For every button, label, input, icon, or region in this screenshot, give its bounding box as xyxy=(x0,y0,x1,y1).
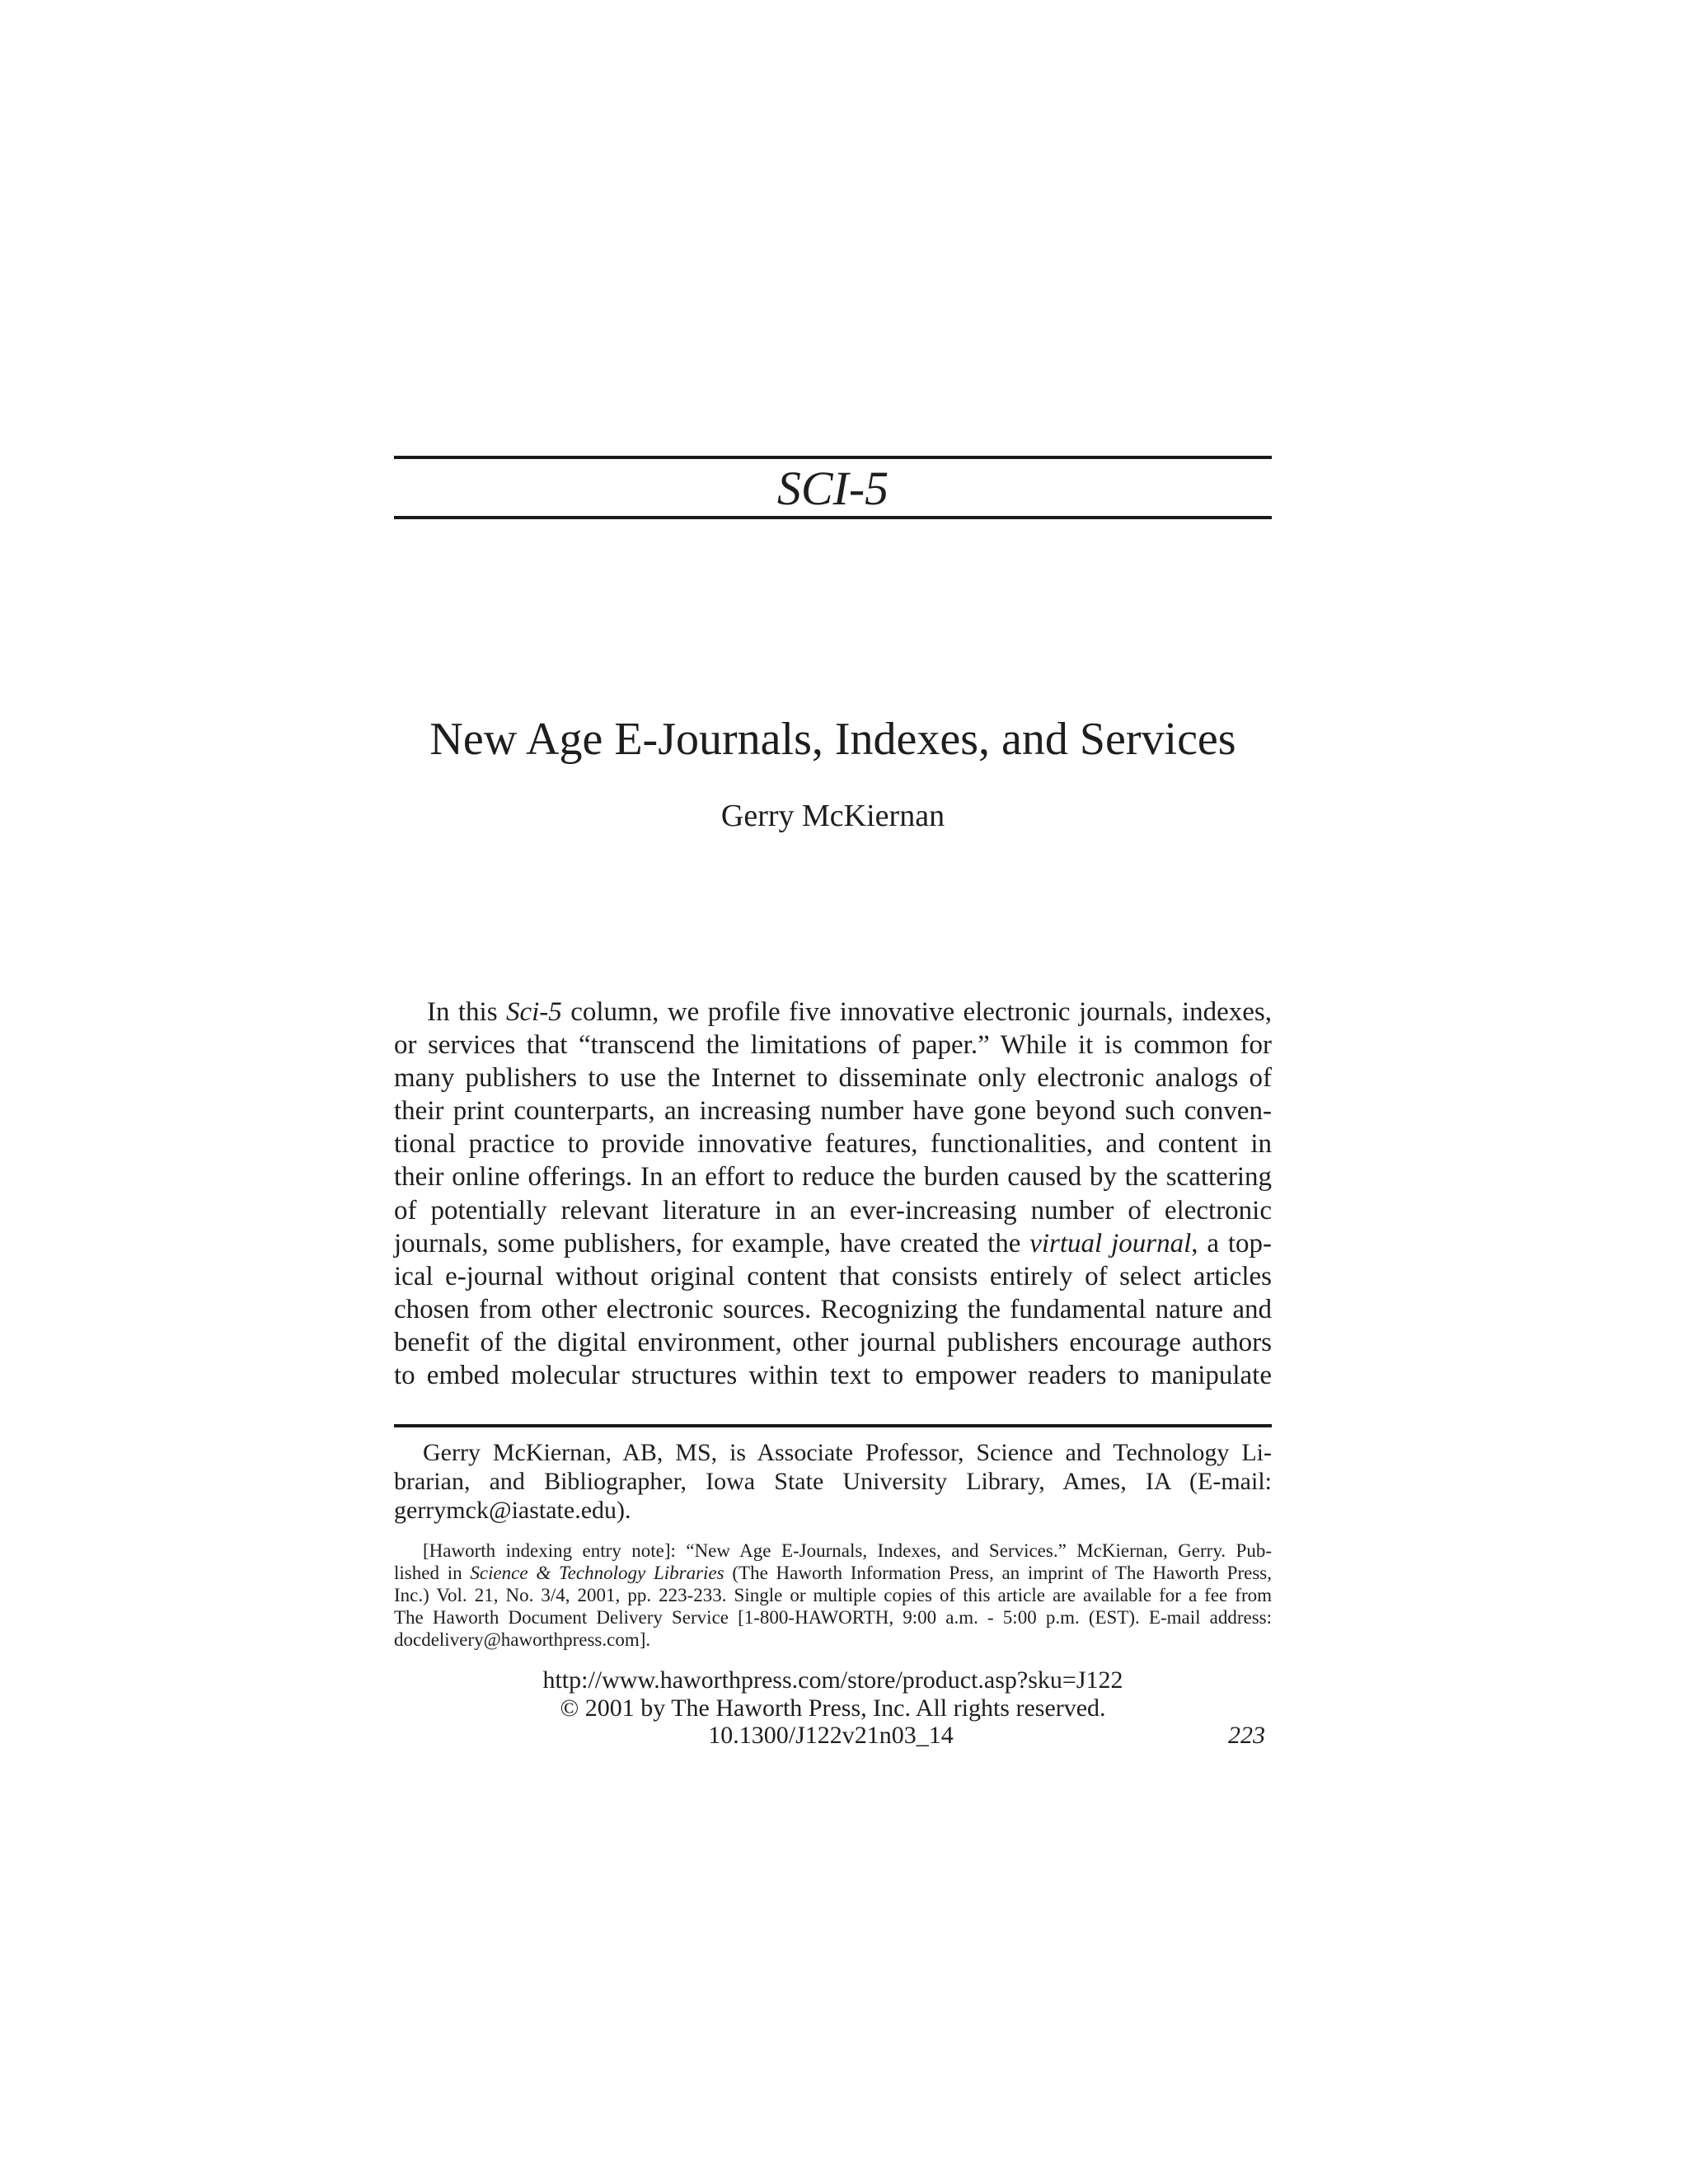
author-affiliation-note xyxy=(394,1438,1272,1525)
body-line: their print counterparts, an increasing number have gone beyond such conven- xyxy=(394,1096,1272,1127)
body-line: benefit of the digital environment, other journal publishers encourage authors xyxy=(394,1327,1272,1357)
body-line: journals, some publishers, for example, have created the virtual journal, a top- xyxy=(394,1228,1272,1258)
indexing-line: docdelivery@haworthpress.com]. xyxy=(394,1629,651,1650)
copyright-notice: © 2001 by The Haworth Press, Inc. All rights reserved. xyxy=(560,1694,1106,1722)
indexing-line: Inc.) Vol. 21, No. 3/4, 2001, pp. 223-233. Single or multiple copies of this article are available for a fee from xyxy=(394,1585,1272,1605)
body-line: tional practice to provide innovative features, functionalities, and content in xyxy=(394,1129,1272,1160)
indexing-entry-note xyxy=(394,1540,1272,1651)
affiliation-line: gerrymck@iastate.edu). xyxy=(394,1497,631,1524)
body-line: many publishers to use the Internet to disseminate only electronic analogs of xyxy=(394,1063,1272,1094)
column-header-bottom-rule xyxy=(394,516,1272,519)
body-line: ical e-journal without original content that consists entirely of select articles xyxy=(394,1261,1272,1291)
body-text xyxy=(394,996,1272,1392)
body-line: their online offerings. In an effort to reduce the burden caused by the scattering xyxy=(394,1162,1272,1193)
body-line: chosen from other electronic sources. Recognizing the fundamental nature and xyxy=(394,1294,1272,1324)
column-header-top-rule xyxy=(394,456,1272,459)
body-line: or services that “transcend the limitations of paper.” While it is common for xyxy=(394,1030,1272,1061)
indexing-line: The Haworth Document Delivery Service [1-800-HAWORTH, 9:00 a.m. - 5:00 p.m. (EST). E-mail address: xyxy=(394,1607,1272,1628)
affiliation-line: brarian, and Bibliographer, Iowa State University Library, Ames, IA (E-mail: xyxy=(394,1468,1272,1495)
page-number: 223 xyxy=(1228,1722,1265,1749)
indexing-line: [Haworth indexing entry note]: “New Age E-Journals, Indexes, and Services.” McKiernan, Gerry. Pub- xyxy=(423,1540,1272,1561)
body-line: to embed molecular structures within text to empower readers to manipulate xyxy=(394,1361,1272,1391)
doi: 10.1300/J122v21n03_14 xyxy=(708,1722,954,1749)
product-url: http://www.haworthpress.com/store/product.asp?sku=J122 xyxy=(542,1666,1123,1694)
body-line: of potentially relevant literature in an ever-increasing number of electronic xyxy=(394,1195,1272,1226)
indexing-line: lished in Science & Technology Libraries (The Haworth Information Press, an imprint of The Haworth Press, xyxy=(394,1563,1272,1583)
body-line: In this Sci-5 column, we profile five innovative electronic journals, indexes, xyxy=(427,997,1273,1027)
affiliation-line: Gerry McKiernan, AB, MS, is Associate Professor, Science and Technology Li- xyxy=(423,1439,1272,1466)
footnote-rule xyxy=(394,1424,1272,1427)
article-title: New Age E-Journals, Indexes, and Services xyxy=(429,714,1236,765)
author-name: Gerry McKiernan xyxy=(720,799,945,833)
column-title: SCI-5 xyxy=(776,462,889,515)
